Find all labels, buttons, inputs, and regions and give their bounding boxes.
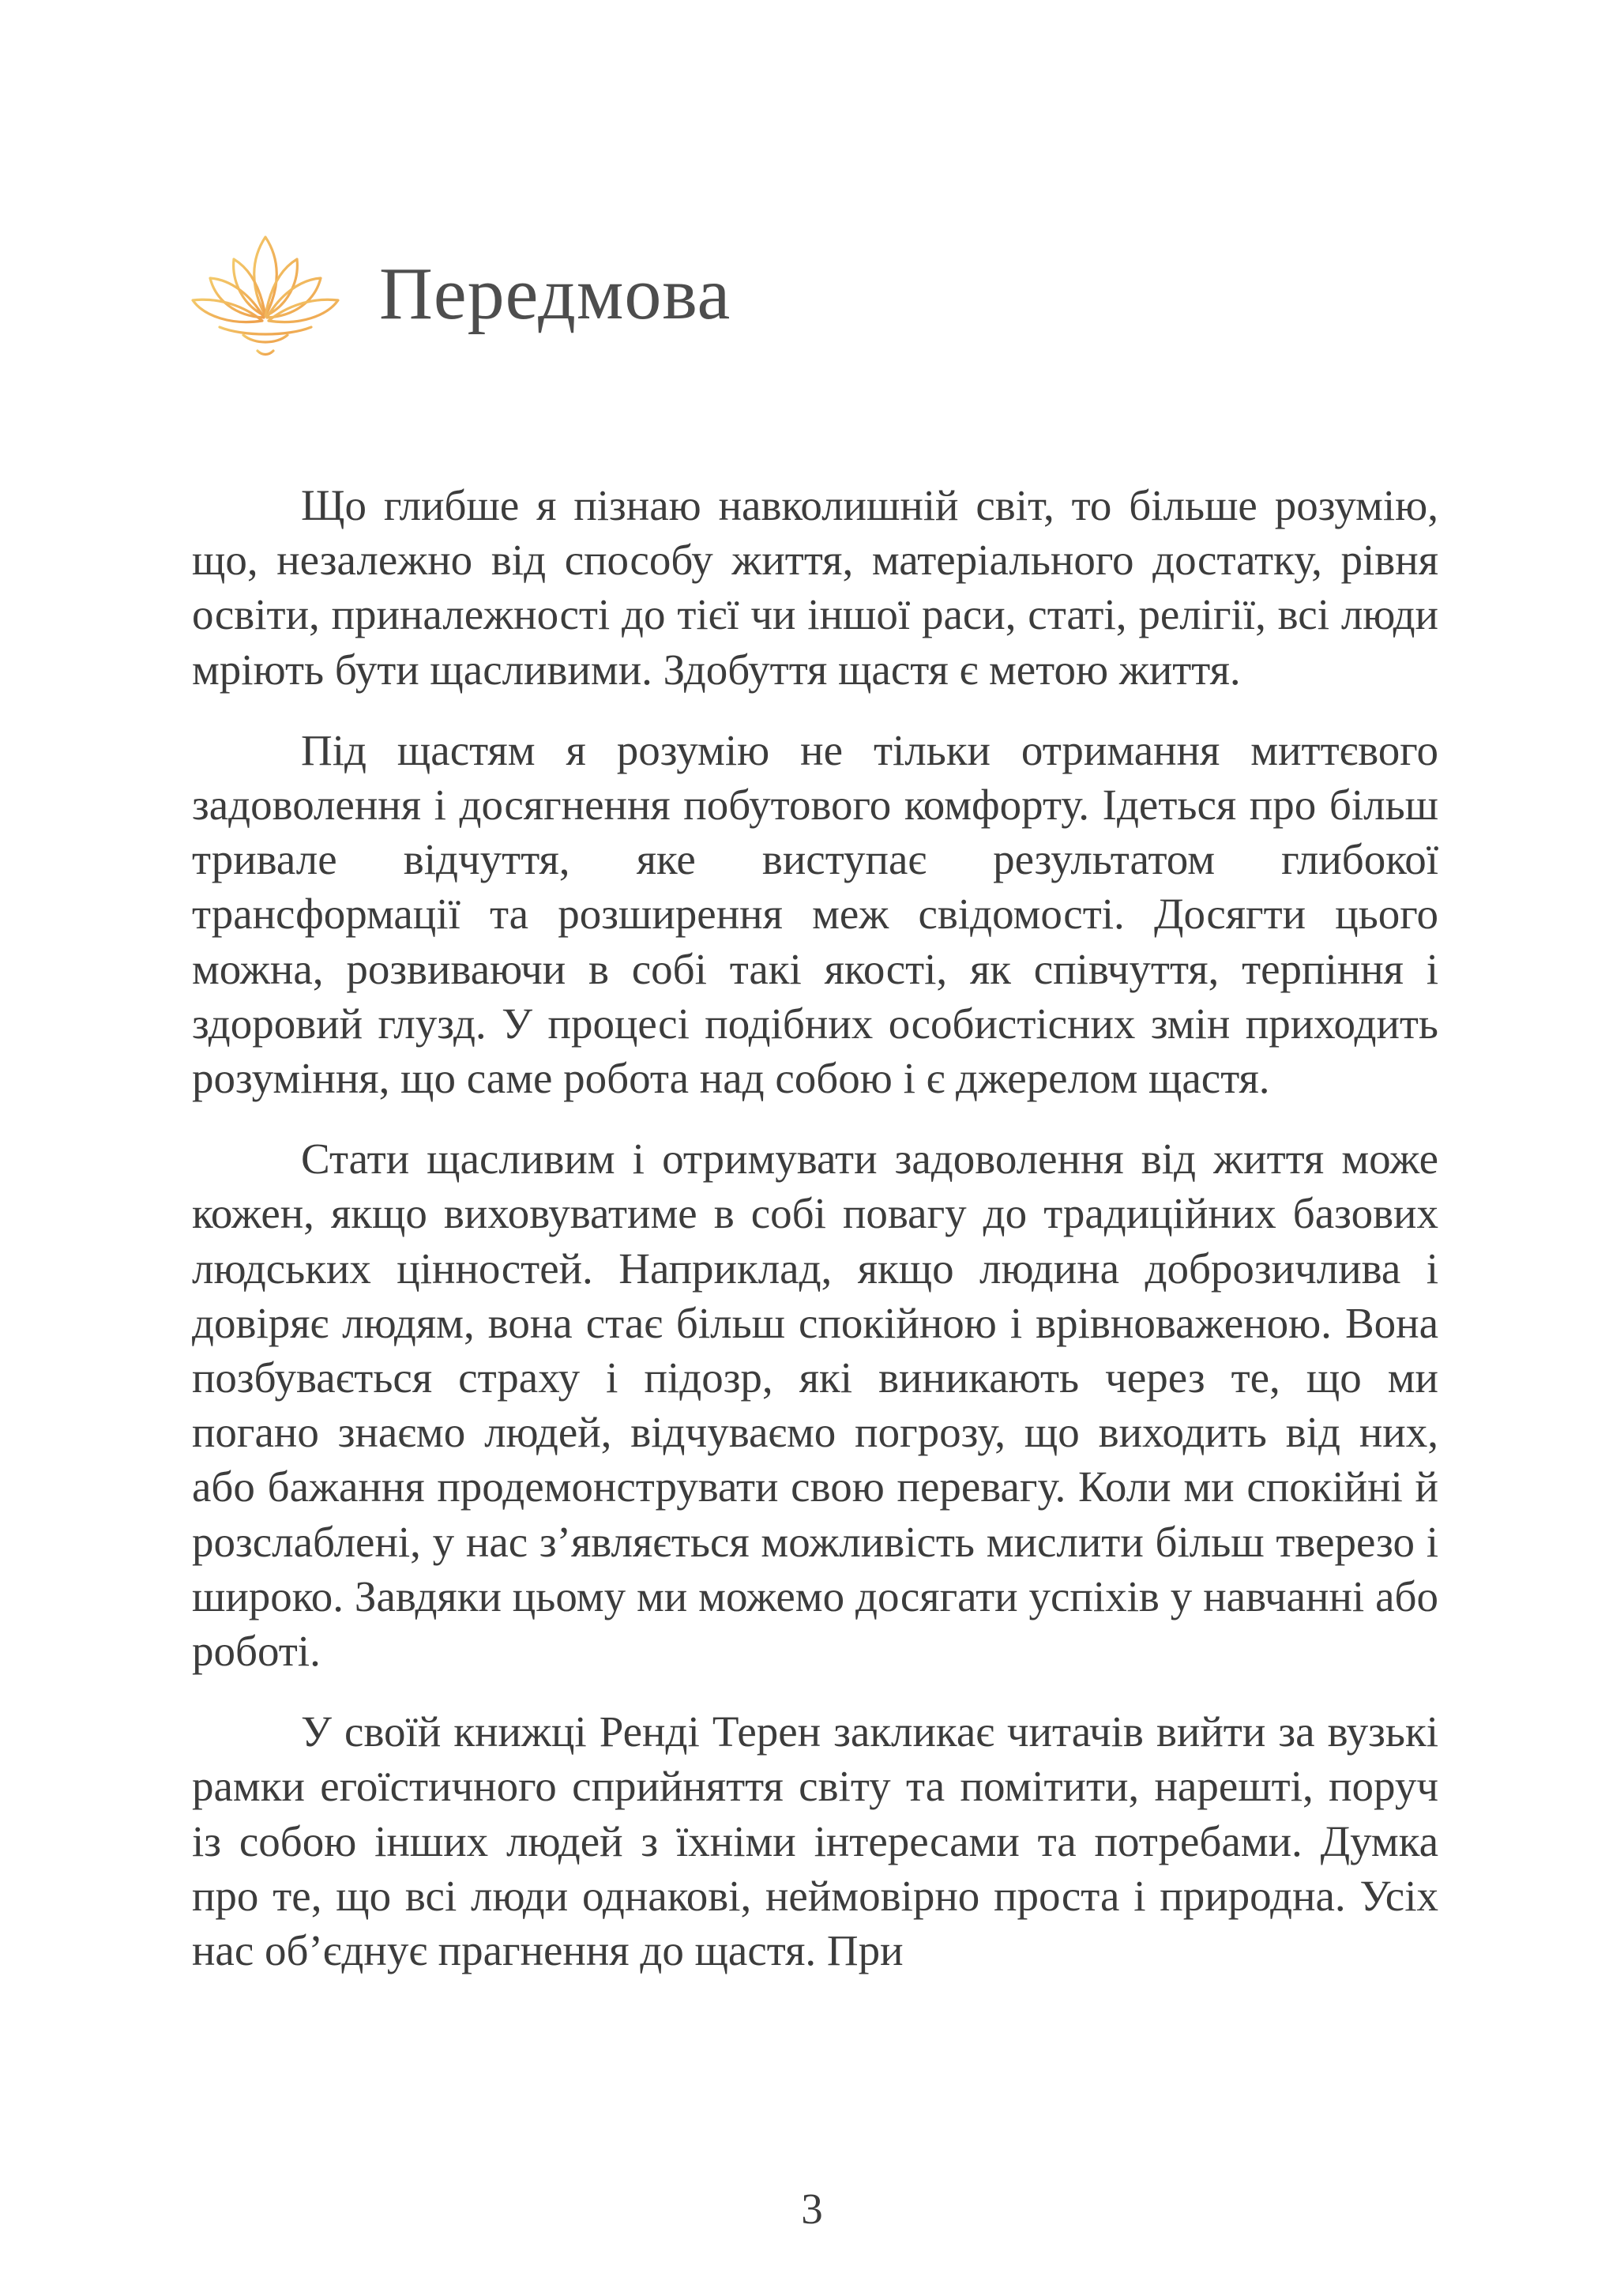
paragraph: Стати щасливим і отримувати задоволення від життя може кожен, якщо виховуватиме в собі повагу до традиційних базових людських цінностей. Наприклад, якщо людина доброзичлива і довіряє людям, вона стає більш спокійною і врівноваженою. Вона позбувається страху і підозр, які виникають через те, що ми погано знаємо людей, відчуваємо погрозу, що виходить від них, або бажання продемонструвати свою перевагу. Коли ми спокійні й розслаблені, у нас з’являється можливість мислити більш тверезо і широко. Завдяки цьому ми можемо досягати успіхів у навчанні або роботі. [192, 1135, 1438, 1676]
chapter-title: Передмова [379, 253, 731, 335]
chapter-header [188, 223, 731, 365]
lotus-icon [188, 231, 343, 357]
page-number: 3 [801, 2185, 823, 2233]
paragraph: Під щастям я розумію не тільки отримання миттєвого задоволення і досягнення побутового комфорту. Ідеться про більш тривале відчуття, яке виступає результатом глибокої трансформації та розширення меж свідомості. Досягти цього можна, розвиваючи в собі такі якості, як співчуття, терпіння і здоровий глузд. У процесі подібних особистісних змін приходить розуміння, що саме робота над собою і є джерелом щастя. [192, 725, 1438, 1103]
paragraph: Що глибше я пізнаю навколишній світ, то більше розумію, що, незалежно від способу життя, матеріального достатку, рівня освіти, приналежності до тієї чи іншої раси, статі, релігії, всі люди мріють бути щасливими. Здобуття щастя є метою життя. [192, 481, 1438, 694]
body-text [192, 478, 1438, 2004]
paragraph: У своїй книжці Ренді Терен закликає читачів вийти за вузькі рамки егоїстичного сприйняття світу та помітити, нарешті, поруч із собою інших людей з їхніми інтересами та потребами. Думка про те, що всі люди однакові, неймовірно проста і природна. Усіх нас об’єднує прагнення до щастя. При [192, 1707, 1438, 1975]
